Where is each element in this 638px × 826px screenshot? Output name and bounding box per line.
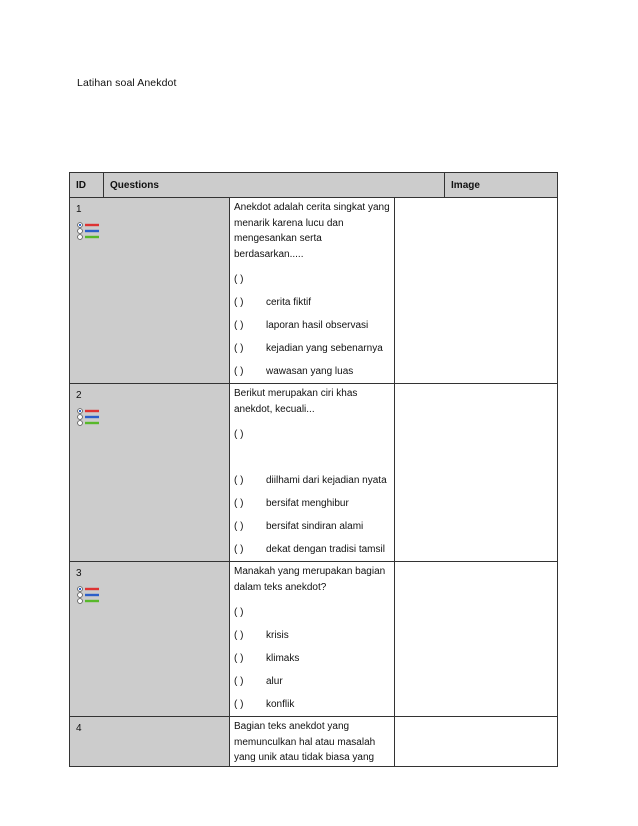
question-cell — [230, 198, 395, 384]
question-text: Manakah yang merupakan bagian dalam teks anekdot? — [234, 566, 386, 593]
header-image: Image — [445, 173, 558, 198]
question-number: 3 — [76, 568, 82, 579]
multiple-choice-radio-icon — [77, 585, 101, 605]
answer-option[interactable]: ( ) bersifat menghibur — [234, 498, 349, 509]
header-questions: Questions — [104, 173, 445, 198]
question-cell — [230, 384, 395, 562]
questions-table — [69, 172, 558, 767]
question-id-cell — [70, 717, 230, 767]
question-text: Berikut merupakan ciri khas anekdot, kecuali... — [234, 388, 358, 415]
answer-option[interactable]: ( ) diilhami dari kejadian nyata — [234, 475, 387, 486]
answer-blank: ( ) — [234, 274, 244, 285]
answer-option[interactable]: ( ) laporan hasil observasi — [234, 320, 369, 331]
question-number: 1 — [76, 204, 82, 215]
answer-option[interactable]: ( ) wawasan yang luas — [234, 366, 354, 377]
answer-option[interactable]: ( ) klimaks — [234, 653, 300, 664]
document-title: Latihan soal Anekdot — [77, 77, 177, 89]
answer-blank: ( ) — [234, 429, 244, 440]
answer-option[interactable]: ( ) bersifat sindiran alami — [234, 521, 364, 532]
multiple-choice-radio-icon — [77, 407, 101, 427]
question-id-cell — [70, 562, 230, 717]
table-row — [70, 717, 558, 767]
image-cell — [395, 562, 558, 717]
table-row — [70, 384, 558, 562]
table-row — [70, 562, 558, 717]
image-cell — [395, 717, 558, 767]
answer-option[interactable]: ( ) dekat dengan tradisi tamsil — [234, 544, 385, 555]
answer-option[interactable]: ( ) kejadian yang sebenarnya — [234, 343, 383, 354]
image-cell — [395, 384, 558, 562]
question-text: Anekdot adalah cerita singkat yang menarik karena lucu dan mengesankan serta berdasarkan..... — [234, 202, 390, 260]
question-id-cell — [70, 198, 230, 384]
multiple-choice-radio-icon — [77, 221, 101, 241]
answer-blank: ( ) — [234, 607, 244, 618]
question-text: Bagian teks anekdot yang memunculkan hal atau masalah yang unik atau tidak biasa yang — [234, 721, 376, 763]
table-header-row — [70, 173, 558, 198]
answer-option[interactable]: ( ) cerita fiktif — [234, 297, 312, 308]
image-cell — [395, 198, 558, 384]
question-id-cell — [70, 384, 230, 562]
question-cell — [230, 562, 395, 717]
question-cell — [230, 717, 395, 767]
answer-option[interactable]: ( ) konflik — [234, 699, 295, 710]
question-number: 2 — [76, 390, 82, 401]
answer-option[interactable]: ( ) krisis — [234, 630, 289, 641]
table-row — [70, 198, 558, 384]
answer-option[interactable]: ( ) alur — [234, 676, 283, 687]
header-id: ID — [70, 173, 104, 198]
question-number: 4 — [76, 723, 82, 734]
